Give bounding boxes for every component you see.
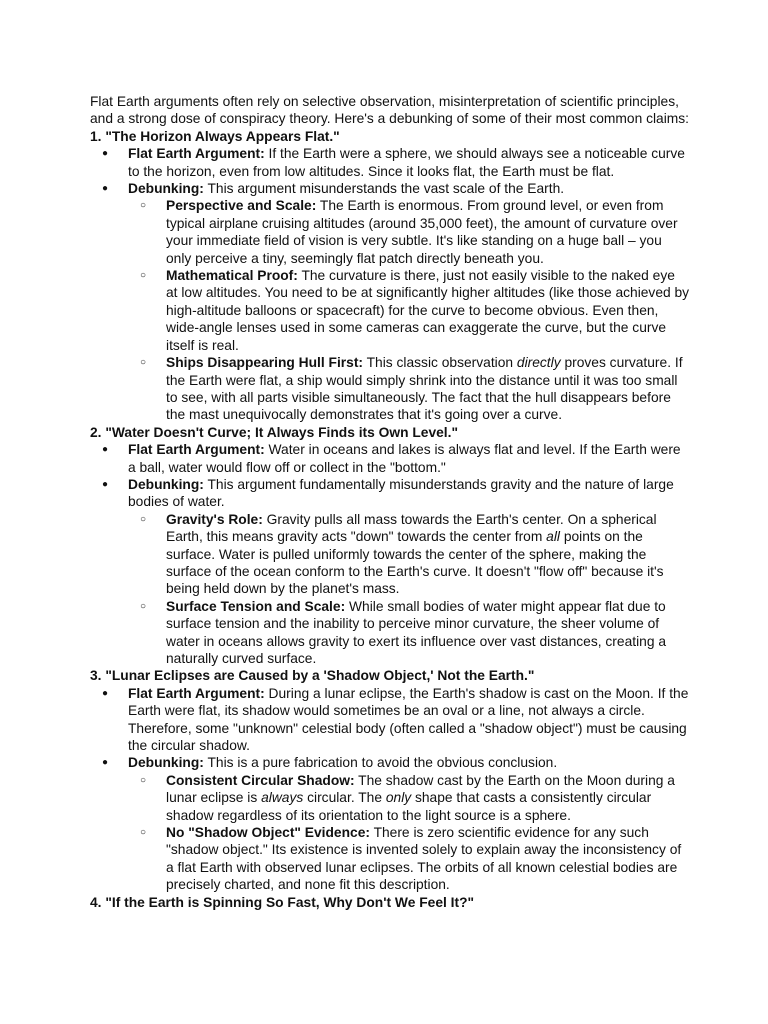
- point-label: Perspective and Scale:: [166, 198, 317, 214]
- argument-text: If the Earth were a sphere, we should always see a noticeable curve to the horizon, even from low altitudes. Since it looks flat, the Earth must be flat.: [128, 146, 685, 179]
- point-text: The shadow cast by the Earth on the Moon during a lunar eclipse is: [166, 772, 675, 806]
- point-text: The curvature is there, just not easily visible to the naked eye at low altitudes. You need to be at significantly higher altitudes (like those achieved by high-altitude balloons or spacecraft) for the curve to become obvious. Even then, wide-angle lenses used in some cameras can exaggerate the curve, but the curve itself is real.: [166, 268, 690, 353]
- section-heading: 4. "If the Earth is Spinning So Fast, Why Don't We Feel It?": [90, 894, 475, 910]
- argument-label: Flat Earth Argument:: [128, 146, 265, 162]
- point-text: Gravity pulls all mass towards the Earth's center. On a spherical Earth, this means gravity acts "down" towards the center from: [166, 511, 657, 545]
- sub-points: [128, 197, 690, 423]
- argument-label: Flat Earth Argument:: [128, 442, 265, 458]
- emphasis-text: all: [546, 529, 560, 545]
- document-body: [90, 93, 690, 911]
- emphasis-text: always: [261, 790, 304, 806]
- point-text: There is zero scientific evidence for any such "shadow object." Its existence is invented solely to explain away the inconsistency of a flat Earth with observed lunar eclipses. The orbits of all known celestial bodies are precisely charted, and none fit this description.: [166, 825, 682, 893]
- debunk-label: Debunking:: [128, 755, 204, 771]
- point-text: proves curvature. If the Earth were flat, a ship would simply shrink into the distance until it was too small to see, with all parts visible simultaneously. The fact that the hull disappears before the mast unequivocally demonstrates that it's going over a curve.: [166, 355, 683, 423]
- point-label: Mathematical Proof:: [166, 268, 298, 284]
- sub-point: [128, 511, 690, 598]
- point-label: Gravity's Role:: [166, 511, 263, 527]
- debunk-item: [90, 180, 690, 424]
- section-heading: 2. "Water Doesn't Curve; It Always Finds its Own Level.": [90, 424, 459, 440]
- sub-point: [128, 824, 690, 894]
- debunk-text: This is a pure fabrication to avoid the obvious conclusion.: [203, 755, 558, 771]
- debunk-text: This argument misunderstands the vast scale of the Earth.: [203, 181, 565, 197]
- argument-item: [90, 145, 690, 180]
- debunk-item: [90, 754, 690, 893]
- emphasis-text: only: [385, 790, 412, 806]
- debunk-item: [90, 476, 690, 667]
- point-text: points on the surface. Water is pulled uniformly towards the center of the sphere, making the surface of the ocean conform to the Earth's curve. It doesn't "flow off" because it's being held down by the planet's mass.: [166, 529, 664, 597]
- section-list: [90, 441, 690, 667]
- sub-point: [128, 772, 690, 824]
- emphasis-text: directly: [516, 355, 561, 371]
- point-label: No "Shadow Object" Evidence:: [166, 825, 370, 841]
- sub-points: [128, 511, 690, 668]
- point-text: While small bodies of water might appear flat due to surface tension and the inability to perceive minor curvature, the sheer volume of water in oceans allows gravity to exert its influence over vast distances, creating a naturally curved surface.: [166, 598, 666, 666]
- debunk-label: Debunking:: [128, 476, 204, 492]
- sub-point: [128, 197, 690, 267]
- section-heading: 3. "Lunar Eclipses are Caused by a 'Shadow Object,' Not the Earth.": [90, 668, 535, 684]
- point-text: This classic observation: [363, 355, 517, 371]
- sub-point: [128, 354, 690, 424]
- sub-points: [128, 772, 690, 894]
- debunk-label: Debunking:: [128, 181, 204, 197]
- section-list: [90, 145, 690, 424]
- point-text: The Earth is enormous. From ground level, or even from typical airplane cruising altitudes (around 35,000 feet), the amount of curvature over your immediate field of vision is very subtle. It's like standing on a huge ball – you only perceive a tiny, seemingly flat patch directly beneath you.: [166, 198, 678, 266]
- argument-item: [90, 685, 690, 755]
- point-text: circular. The: [303, 790, 386, 806]
- sub-point: [128, 267, 690, 354]
- argument-text: Water in oceans and lakes is always flat and level. If the Earth were a ball, water would flow off or collect in the "bottom.": [128, 442, 681, 475]
- section-heading: 1. "The Horizon Always Appears Flat.": [90, 128, 340, 144]
- argument-item: [90, 441, 690, 476]
- sub-point: [128, 598, 690, 668]
- section-list: [90, 685, 690, 894]
- point-label: Ships Disappearing Hull First:: [166, 355, 364, 371]
- argument-label: Flat Earth Argument:: [128, 685, 265, 701]
- debunk-text: This argument fundamentally misunderstands gravity and the nature of large bodies of water.: [128, 476, 674, 510]
- point-label: Surface Tension and Scale:: [166, 598, 346, 614]
- point-label: Consistent Circular Shadow:: [166, 772, 355, 788]
- intro-paragraph: Flat Earth arguments often rely on selective observation, misinterpretation of scientific principles, and a strong dose of conspiracy theory. Here's a debunking of some of their most common claims:: [90, 94, 689, 127]
- argument-text: During a lunar eclipse, the Earth's shadow is cast on the Moon. If the Earth were flat, its shadow would sometimes be an oval or a line, not always a circle. Therefore, some "unknown" celestial body (often called a "shadow object") must be causing the circular shadow.: [128, 685, 689, 754]
- point-text: shape that casts a consistently circular shadow regardless of its orientation to the light source is a sphere.: [166, 790, 652, 823]
